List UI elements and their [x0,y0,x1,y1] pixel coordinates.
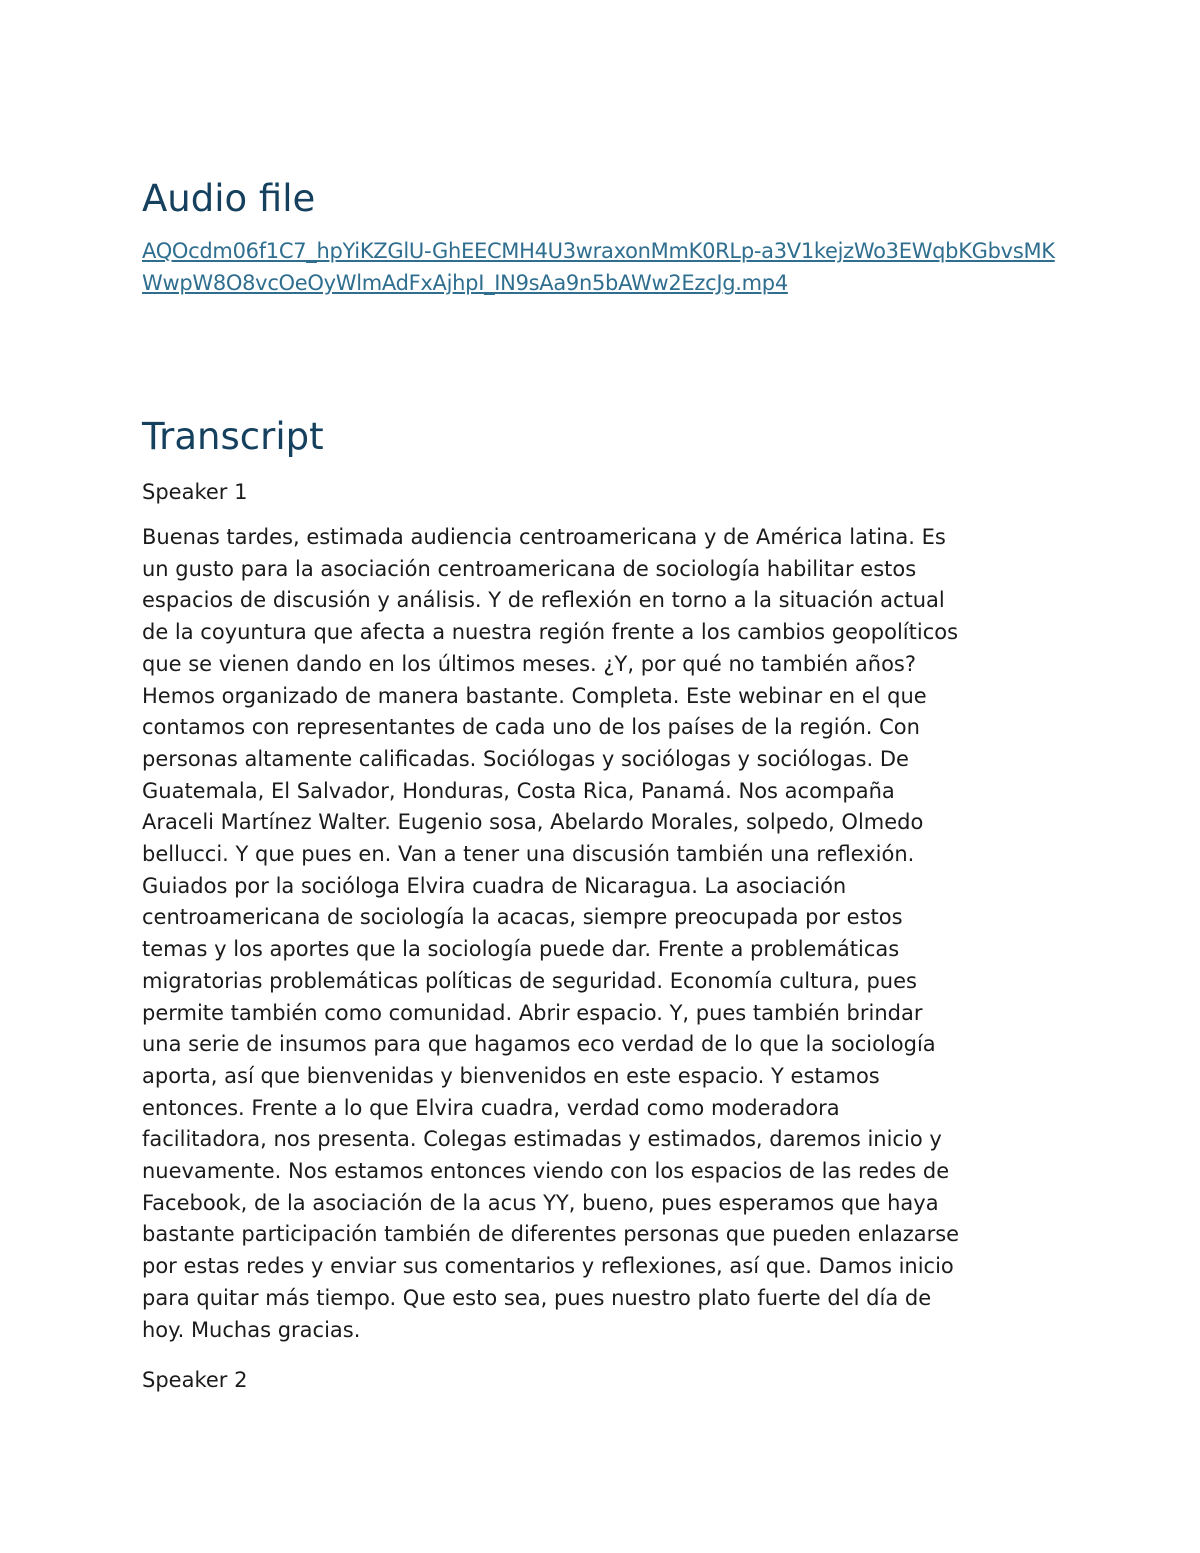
speaker-label: Speaker 1 [142,480,248,504]
transcript-line: bellucci. Y que pues en. Van a tener una discusión también una reflexión. [142,842,915,867]
transcript-line: que se vienen dando en los últimos meses. ¿Y, por qué no también años? [142,651,917,676]
transcript-line: una serie de insumos para que hagamos eco verdad de lo que la sociología [142,1032,936,1057]
speaker-label: Speaker 2 [142,1368,248,1392]
transcript-line: Guiados por la socióloga Elvira cuadra de Nicaragua. La asociación [142,873,847,898]
transcript-line: migratorias problemáticas políticas de seguridad. Economía cultura, pues [142,968,917,993]
audio-file-link[interactable]: AQOcdm06f1C7_hpYiKZGlU-GhEECMH4U3wraxonMmK0RLp-a3V1kejzWo3EWqbKGbvsMKWwpW8O8vcOeOyWlmAdFxAjhpI_IN9sAa9n5bAWw2EzcJg.mp4 [142,239,1055,295]
transcript-line: Hemos organizado de manera bastante. Completa. Este webinar en el que [142,683,927,708]
transcript-line: bastante participación también de diferentes personas que pueden enlazarse [142,1222,960,1247]
transcript-line: facilitadora, nos presenta. Colegas estimadas y estimados, daremos inicio y [142,1127,942,1152]
transcript-line: espacios de discusión y análisis. Y de reflexión en torno a la situación actual [142,588,945,613]
transcript-line: por estas redes y enviar sus comentarios y reflexiones, así que. Damos inicio [142,1254,954,1279]
transcript-line: un gusto para la asociación centroamericana de sociología habilitar estos [142,556,917,581]
transcript-line: de la coyuntura que afecta a nuestra región frente a los cambios geopolíticos [142,620,959,645]
transcript-line: hoy. Muchas gracias. [142,1317,361,1342]
transcript-line: Guatemala, El Salvador, Honduras, Costa Rica, Panamá. Nos acompaña [142,778,895,803]
transcript-line: para quitar más tiempo. Que esto sea, pues nuestro plato fuerte del día de [142,1285,932,1310]
transcript-line: Buenas tardes, estimada audiencia centroamericana y de América latina. Es [142,525,946,549]
transcript-line: Araceli Martínez Walter. Eugenio sosa, Abelardo Morales, solpedo, Olmedo [142,810,924,835]
transcript-line: entonces. Frente a lo que Elvira cuadra, verdad como moderadora [142,1095,840,1120]
transcript-line: Facebook, de la asociación de la acus YY, bueno, pues esperamos que haya [142,1190,939,1215]
transcript-line: nuevamente. Nos estamos entonces viendo con los espacios de las redes de [142,1159,950,1184]
transcript-line: contamos con representantes de cada uno de los países de la región. Con [142,715,920,740]
transcript-line: personas altamente calificadas. Sociólogas y sociólogas y sociólogas. De [142,746,909,771]
transcript-line: aporta, así que bienvenidas y bienvenidos en este espacio. Y estamos [142,1063,880,1088]
transcript-line: permite también como comunidad. Abrir espacio. Y, pues también brindar [142,1000,923,1025]
transcript-paragraph [142,522,1067,1346]
transcript-line: temas y los aportes que la sociología puede dar. Frente a problemáticas [142,937,900,962]
audio-file-heading: Audio file [142,177,316,220]
transcript-heading: Transcript [142,415,324,458]
transcript-line: centroamericana de sociología la acacas, siempre preocupada por estos [142,905,903,930]
